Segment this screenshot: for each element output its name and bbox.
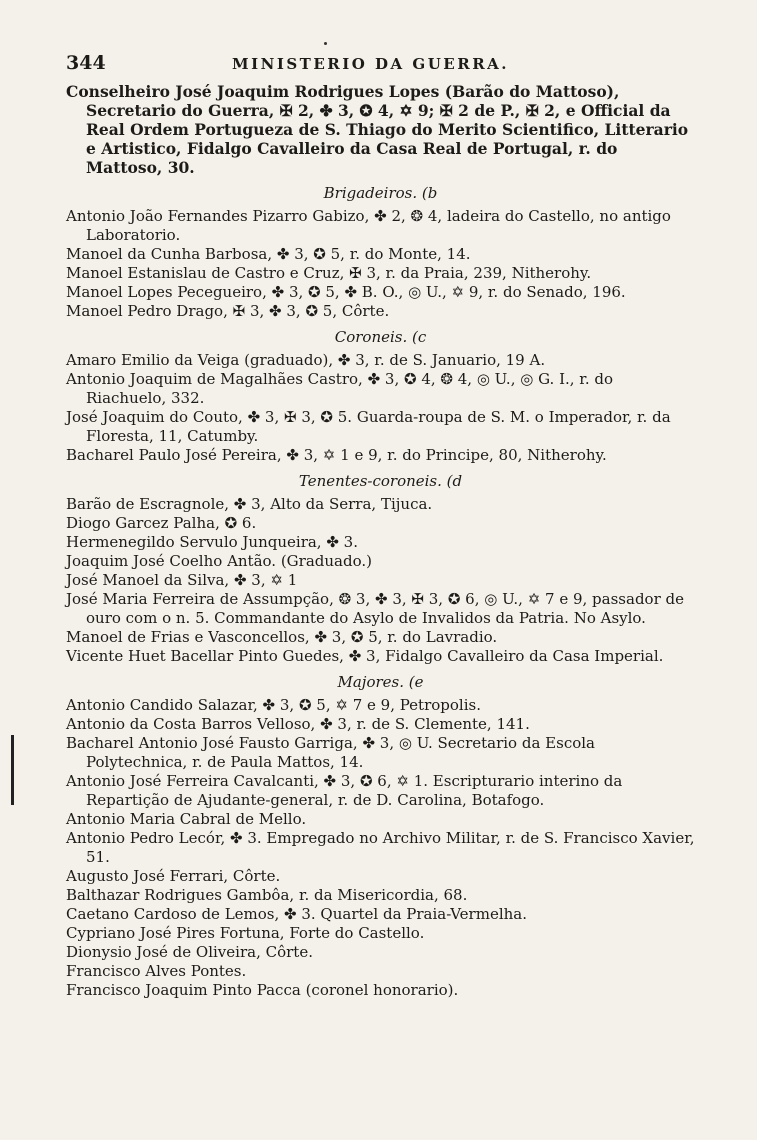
list-entry: Francisco Alves Pontes. xyxy=(66,962,247,980)
list-entry: José Joaquim do Couto, ✤ 3, ✠ 3, ✪ 5. Guarda-roupa de S. M. o Imperador, r. da Floresta, 11, Catumby. xyxy=(66,408,671,445)
list-entry: Manoel Estanislau de Castro e Cruz, ✠ 3, r. da Praia, 239, Nitherohy. xyxy=(66,264,592,282)
intro-entry: Conselheiro José Joaquim Rodrigues Lopes (Barão do Mattoso), Secretario do Guerra, ✠ 2, ✤ 3, ✪ 4, ✡ 9; ✠ 2 de P., ✠ 2, e Official da Real Ordem Portugueza de S. Thiago do Merito Scientifico, Litterario e Artistico, Fidalgo Cavalleiro da Casa Real de Portugal, r. do Mattoso, 30. xyxy=(66,82,689,177)
list-entry: Francisco Joaquim Pinto Pacca (coronel honorario). xyxy=(66,981,459,999)
page-header xyxy=(66,52,695,82)
page-number: 344 xyxy=(66,52,106,74)
list-entry: Manoel da Cunha Barbosa, ✤ 3, ✪ 5, r. do Monte, 14. xyxy=(66,245,471,263)
list-entry: Balthazar Rodrigues Gambôa, r. da Misericordia, 68. xyxy=(66,886,468,904)
list-entry: Antonio Joaquim de Magalhães Castro, ✤ 3, ✪ 4, ❂ 4, ◎ U., ◎ G. I., r. do Riachuelo, 332. xyxy=(66,370,614,407)
list-entry: Joaquim José Coelho Antão. (Graduado.) xyxy=(66,552,372,570)
ink-dot xyxy=(324,42,327,45)
list-entry: Manoel Lopes Pecegueiro, ✤ 3, ✪ 5, ✤ B. O., ◎ U., ✡ 9, r. do Senado, 196. xyxy=(66,283,626,301)
list-entry: Antonio Pedro Lecór, ✤ 3. Empregado no Archivo Militar, r. de S. Francisco Xavier, 51. xyxy=(66,829,695,866)
list-entry: Bacharel Paulo José Pereira, ✤ 3, ✡ 1 e 9, r. do Principe, 80, Nitherohy. xyxy=(66,446,607,464)
list-entry: Hermenegildo Servulo Junqueira, ✤ 3. xyxy=(66,533,358,551)
section xyxy=(66,672,695,1000)
list-entry: Vicente Huet Bacellar Pinto Guedes, ✤ 3, Fidalgo Cavalleiro da Casa Imperial. xyxy=(66,647,664,665)
margin-ink-mark xyxy=(11,735,14,805)
list-entry: Antonio Maria Cabral de Mello. xyxy=(66,810,307,828)
list-entry: Dionysio José de Oliveira, Côrte. xyxy=(66,943,313,961)
list-entry: Augusto José Ferrari, Côrte. xyxy=(66,867,281,885)
list-entry: Cypriano José Pires Fortuna, Forte do Castello. xyxy=(66,924,425,942)
list-entry: Barão de Escragnole, ✤ 3, Alto da Serra, Tijuca. xyxy=(66,495,433,513)
section-heading: Majores. (e xyxy=(337,673,424,691)
list-entry: Manoel de Frias e Vasconcellos, ✤ 3, ✪ 5, r. do Lavradio. xyxy=(66,628,498,646)
sections xyxy=(66,183,695,1000)
list-entry: Antonio da Costa Barros Velloso, ✤ 3, r. de S. Clemente, 141. xyxy=(66,715,530,733)
list-entry: Bacharel Antonio José Fausto Garriga, ✤ 3, ◎ U. Secretario da Escola Polytechnica, r. de Paula Mattos, 14. xyxy=(66,734,595,771)
section xyxy=(66,183,695,321)
section xyxy=(66,471,695,666)
list-entry: Antonio José Ferreira Cavalcanti, ✤ 3, ✪ 6, ✡ 1. Escripturario interino da Repartição de Ajudante-general, r. de D. Carolina, Botafogo. xyxy=(66,772,623,809)
list-entry: Manoel Pedro Drago, ✠ 3, ✤ 3, ✪ 5, Côrte. xyxy=(66,302,390,320)
list-entry: José Maria Ferreira de Assumpção, ❂ 3, ✤ 3, ✠ 3, ✪ 6, ◎ U., ✡ 7 e 9, passador de ouro com o n. 5. Commandante do Asylo de Invalidos da Patria. No Asylo. xyxy=(66,590,684,627)
section-heading: Coroneis. (c xyxy=(334,328,427,346)
section-heading: Brigadeiros. (b xyxy=(323,184,438,202)
section-heading: Tenentes-coroneis. (d xyxy=(298,472,463,490)
section xyxy=(66,327,695,465)
list-entry: Amaro Emilio da Veiga (graduado), ✤ 3, r. de S. Januario, 19 A. xyxy=(66,351,546,369)
list-entry: Antonio João Fernandes Pizarro Gabizo, ✤ 2, ❂ 4, ladeira do Castello, no antigo Laboratorio. xyxy=(66,207,671,244)
list-entry: Caetano Cardoso de Lemos, ✤ 3. Quartel da Praia-Vermelha. xyxy=(66,905,527,923)
running-title: MINISTERIO DA GUERRA. xyxy=(232,55,510,73)
list-entry: Antonio Candido Salazar, ✤ 3, ✪ 5, ✡ 7 e 9, Petropolis. xyxy=(66,696,481,714)
list-entry: José Manoel da Silva, ✤ 3, ✡ 1 xyxy=(66,571,298,589)
list-entry: Diogo Garcez Palha, ✪ 6. xyxy=(66,514,257,532)
